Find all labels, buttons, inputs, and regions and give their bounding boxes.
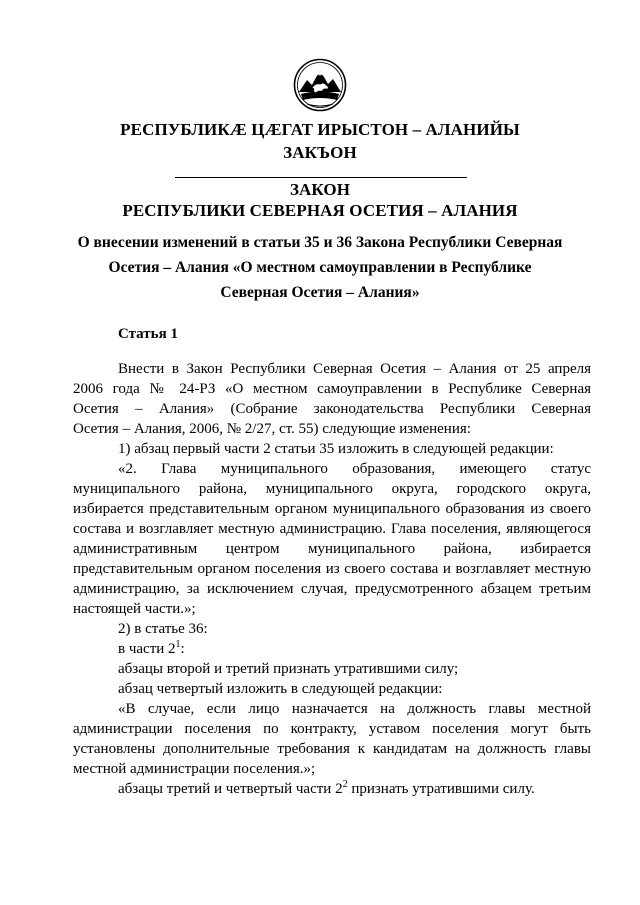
- text-span: признать утратившими силу.: [347, 781, 535, 797]
- text-line: 2006 года № 24-РЗ «О местном самоуправлении в Республике Северная: [73, 381, 591, 397]
- document-title-line: О внесении изменений в статьи 35 и 36 Закона Республики Северная: [77, 234, 563, 251]
- list-item: 1) абзац первый части 2 статьи 35 изложить в следующей редакции:: [118, 441, 554, 457]
- russian-republic-title: РЕСПУБЛИКИ СЕВЕРНАЯ ОСЕТИЯ – АЛАНИЯ: [122, 201, 518, 220]
- text-line: администрации поселения по контракту, уставом поселения могут быть: [73, 721, 591, 737]
- text-line: избирается представительным органом муниципального образования из своего: [73, 501, 591, 517]
- ossetian-republic-title: РЕСПУБЛИКӔ ЦӔГАТ ИРЫСТОН – АЛАНИЙЫ: [120, 120, 520, 139]
- text-line: представительным органом поселения из своего состава и возглавляет местную: [73, 561, 591, 577]
- coat-of-arms-emblem: [293, 58, 347, 112]
- article-heading: Статья 1: [118, 326, 178, 342]
- document-title-line: Северная Осетия – Алания»: [220, 284, 420, 301]
- russian-law-label: ЗАКОН: [289, 180, 351, 199]
- text-line: муниципального района, муниципального округа, городского округа,: [73, 481, 591, 497]
- list-item: абзац четвертый изложить в следующей редакции:: [118, 681, 443, 697]
- text-line: состава и возглавляет местную администрацию. Глава поселения, являющегося: [73, 521, 591, 537]
- superscript: 1: [175, 639, 181, 650]
- list-item: [73, 779, 591, 799]
- list-item: абзацы второй и третий признать утратившими силу;: [118, 661, 459, 677]
- list-item: 2) в статье 36:: [118, 621, 208, 637]
- text-line: установлены дополнительные требования к кандидатам на должность главы: [73, 741, 591, 757]
- text-span: абзацы третий и четвертый части 2: [118, 781, 343, 797]
- text-line: настоящей части.»;: [73, 601, 196, 617]
- text-line: «В случае, если лицо назначается на должность главы местной: [118, 701, 591, 717]
- document-title: [60, 230, 580, 305]
- text-line: «2. Глава муниципального образования, имеющего статус: [118, 461, 591, 477]
- superscript: 2: [342, 779, 348, 790]
- text-line: Внести в Закон Республики Северная Осетия – Алания от 25 апреля: [118, 361, 591, 377]
- header-divider: [175, 177, 467, 178]
- text-line: администрацию, за исключением случая, предусмотренного абзацем третьим: [73, 581, 591, 597]
- text-span: в части 2: [118, 641, 176, 657]
- text-line: Осетия – Алания» (Собрание законодательства Республики Северная: [73, 401, 591, 417]
- list-item: [73, 639, 591, 659]
- document-title-line: Осетия – Алания «О местном самоуправлении в Республике: [108, 259, 532, 276]
- ossetian-law-label: ЗАКЪОН: [283, 143, 357, 162]
- text-span: :: [180, 641, 185, 657]
- text-line: Осетия – Алания, 2006, № 2/27, ст. 55) следующие изменения:: [73, 421, 471, 437]
- article-body: [73, 359, 591, 799]
- text-line: местной администрации поселения.»;: [73, 761, 316, 777]
- text-line: административным центром муниципального района, избирается: [73, 541, 591, 557]
